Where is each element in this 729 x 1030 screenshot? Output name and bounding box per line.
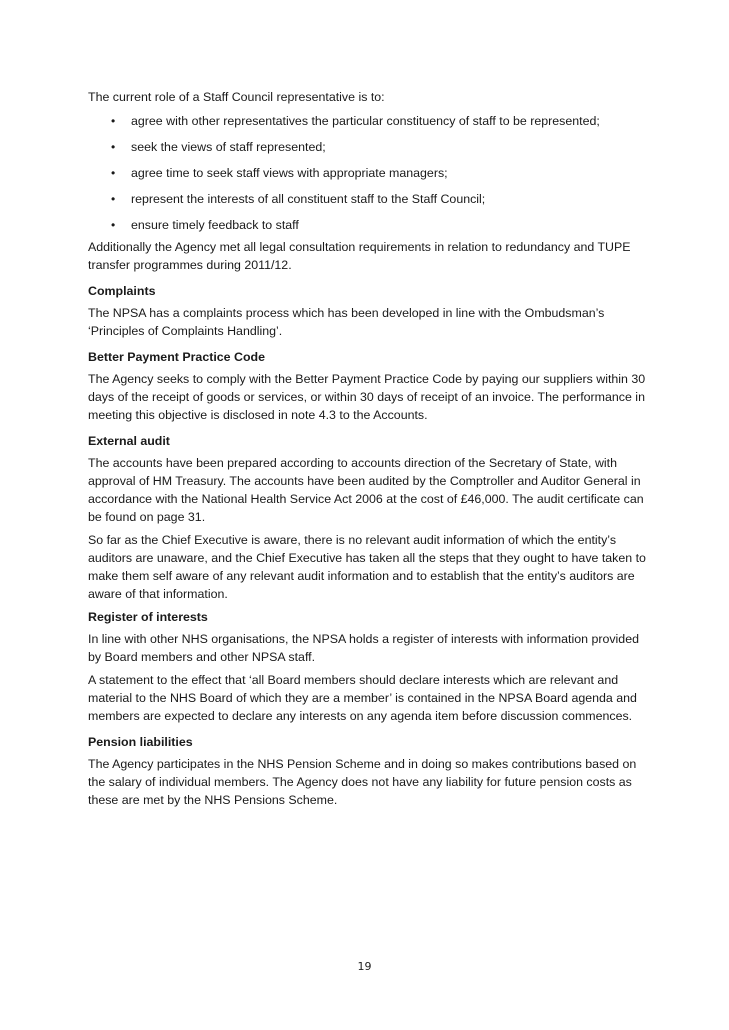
page-number: 19 bbox=[357, 960, 372, 973]
bullet-icon: • bbox=[111, 114, 116, 128]
bullet-icon: • bbox=[111, 166, 116, 180]
list-item-text: represent the interests of all constituent staff to the Staff Council; bbox=[131, 192, 486, 206]
list-item-text: seek the views of staff represented; bbox=[131, 140, 326, 154]
list-item bbox=[88, 216, 648, 234]
representative-role-list bbox=[88, 112, 648, 234]
section-heading-interests: Register of interests bbox=[88, 610, 208, 624]
list-item bbox=[88, 112, 648, 130]
intro-text: The current role of a Staff Council representative is to: bbox=[88, 90, 385, 104]
section-heading-payment: Better Payment Practice Code bbox=[88, 350, 265, 364]
audit-paragraph-2: So far as the Chief Executive is aware, there is no relevant audit information of which the entity’s auditors are unaware, and the Chief Executive has taken all the steps that they ought to have taken to make them self aware of any relevant audit information and to establish that the entity’s auditors are aware of that information. bbox=[88, 533, 646, 601]
section-heading-complaints: Complaints bbox=[88, 284, 156, 298]
bullet-icon: • bbox=[111, 192, 116, 206]
payment-paragraph: The Agency seeks to comply with the Better Payment Practice Code by paying our suppliers within 30 days of the receipt of goods or services, or within 30 days of receipt of an invoice. The performance in meeting this objective is disclosed in note 4.3 to the Accounts. bbox=[88, 372, 646, 422]
list-item bbox=[88, 138, 648, 156]
bullet-icon: • bbox=[111, 140, 116, 154]
list-item bbox=[88, 164, 648, 182]
list-item bbox=[88, 190, 648, 208]
audit-paragraph-1: The accounts have been prepared according to accounts direction of the Secretary of State, with approval of HM Treasury. The accounts have been audited by the Comptroller and Auditor General in accordance with the National Health Service Act 2006 at the cost of £46,000. The audit certificate can be found on page 31. bbox=[88, 456, 644, 524]
section-heading-pension: Pension liabilities bbox=[88, 735, 193, 749]
document-page bbox=[88, 88, 648, 814]
interests-paragraph-2: A statement to the effect that ‘all Board members should declare interests which are relevant and material to the NHS Board of which they are a member’ is contained in the NPSA Board agenda and members are expected to declare any interests on any agenda item before discussion commences. bbox=[88, 673, 637, 723]
list-item-text: ensure timely feedback to staff bbox=[131, 218, 299, 232]
list-item-text: agree time to seek staff views with appropriate managers; bbox=[131, 166, 448, 180]
list-item-text: agree with other representatives the particular constituency of staff to be represented; bbox=[131, 114, 600, 128]
section-heading-audit: External audit bbox=[88, 434, 170, 448]
bullet-icon: • bbox=[111, 218, 116, 232]
pension-paragraph: The Agency participates in the NHS Pension Scheme and in doing so makes contributions based on the salary of individual members. The Agency does not have any liability for future pension costs as these are met by the NHS Pensions Scheme. bbox=[88, 757, 637, 807]
complaints-paragraph: The NPSA has a complaints process which has been developed in line with the Ombudsman’s ‘Principles of Complaints Handling’. bbox=[88, 306, 605, 338]
additional-paragraph: Additionally the Agency met all legal consultation requirements in relation to redundancy and TUPE transfer programmes during 2011/12. bbox=[88, 240, 631, 272]
interests-paragraph-1: In line with other NHS organisations, the NPSA holds a register of interests with information provided by Board members and other NPSA staff. bbox=[88, 632, 639, 664]
